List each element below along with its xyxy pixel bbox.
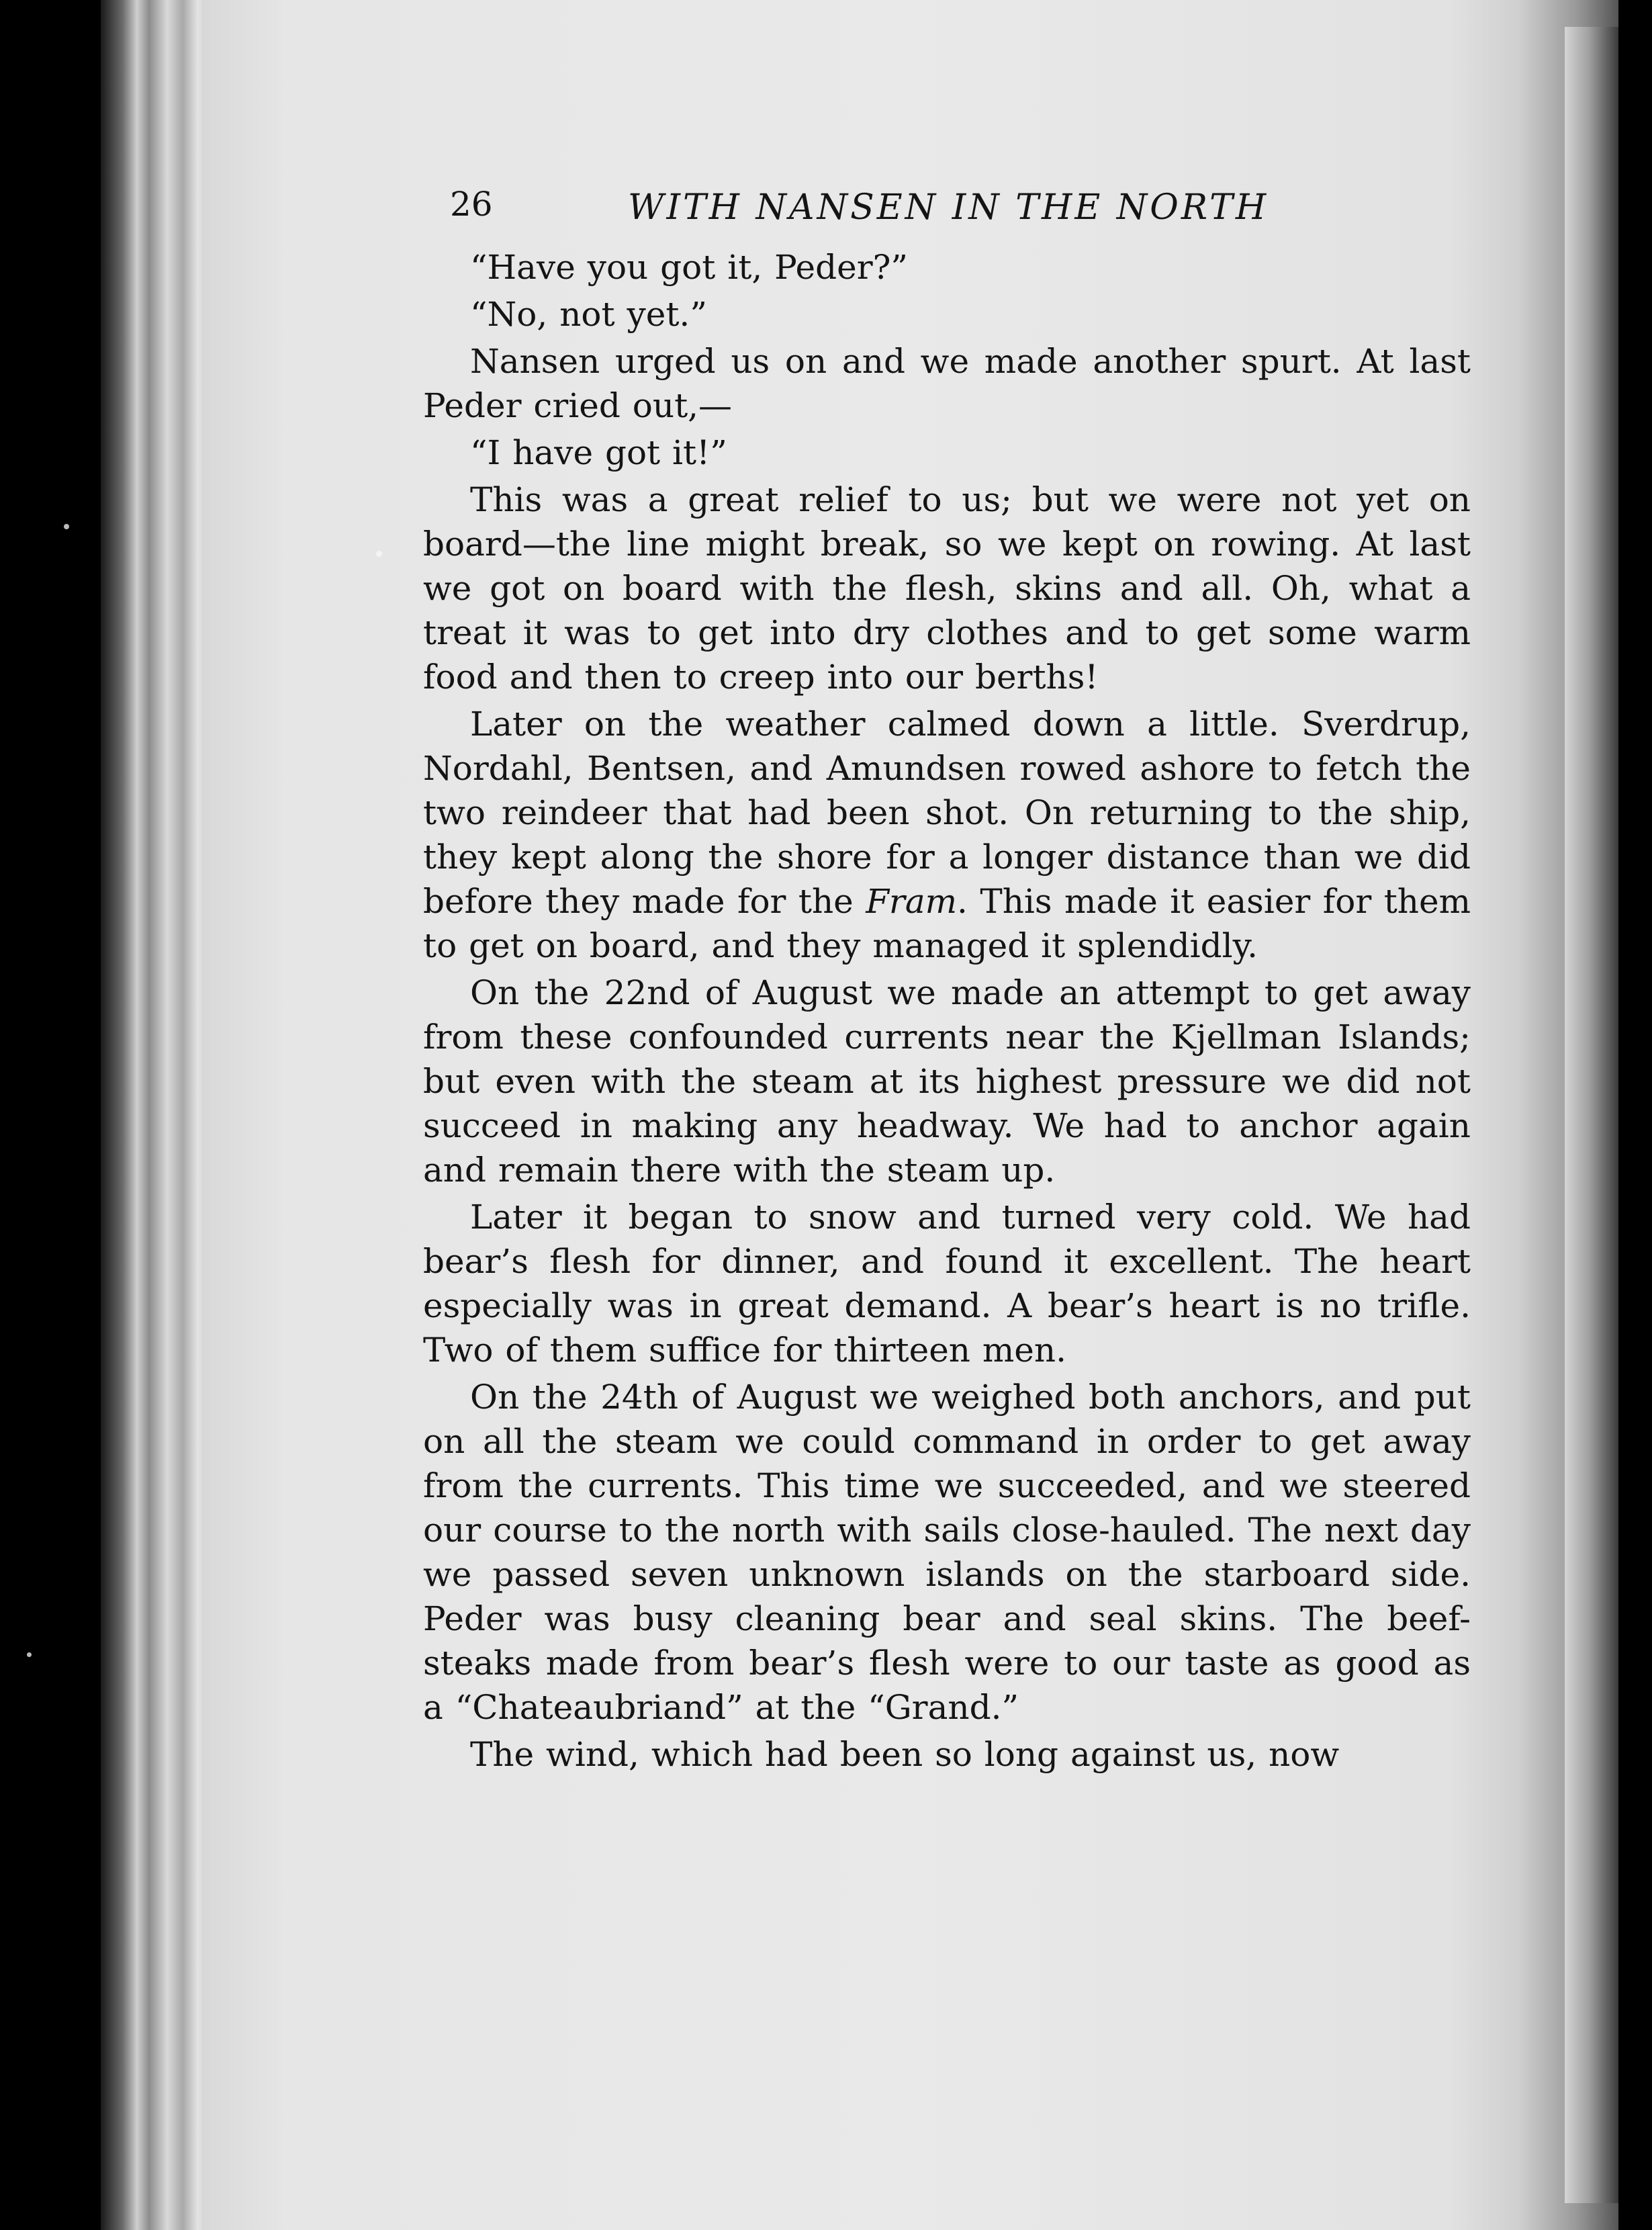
page-content xyxy=(423,171,1471,1779)
page-right-edge-shadow xyxy=(1565,27,1618,2203)
paragraph: “No, not yet.” xyxy=(470,295,707,334)
ship-name: Fram xyxy=(866,882,958,921)
dust-speck xyxy=(27,1652,32,1657)
paragraph: This was a great relief to us; but we were not yet on board—the line might break, so we kept on rowing. At last we got on board with the flesh, skins and all. Oh, what a treat it was to get into dry clothes and to get some warm food and then to creep into our berths! xyxy=(423,480,1471,697)
paragraph: Later it began to snow and turned very cold. We had bear’s flesh for dinner, and found it excellent. The heart especially was in great demand. A bear’s heart is no trifle. Two of them suffice for thirteen men. xyxy=(423,1198,1471,1370)
paragraph: On the 22nd of August we made an attempt to get away from these confounded currents near the Kjellman Islands; but even with the steam at its highest pressure we did not succeed in making any headway. We had to anchor again and remain there with the steam up. xyxy=(423,973,1471,1190)
dust-speck xyxy=(376,551,382,557)
page-number: 26 xyxy=(450,185,493,224)
page-header xyxy=(423,171,1504,245)
running-title: WITH NANSEN IN THE NORTH xyxy=(628,187,1269,228)
paragraph: On the 24th of August we weighed both anchors, and put on all the steam we could command in order to get away from the currents. This time we succeeded, and we steered our course to the north with sails close-hauled. The next day we passed seven unknown islands on the starboard side. Peder was busy cleaning bear and seal skins. The beef-steaks made from bear’s flesh were to our taste as good as a “Chateaubriand” at the “Grand.” xyxy=(423,1378,1471,1727)
paragraph: The wind, which had been so long against us, now xyxy=(470,1735,1340,1774)
body-text xyxy=(423,245,1471,1777)
dust-speck xyxy=(64,524,69,529)
paragraph: “Have you got it, Peder?” xyxy=(470,248,908,287)
paragraph: Later on the weather calmed down a little. Sverdrup, Nordahl, Bentsen, and Amundsen rowed ashore to fetch the two reindeer that had been shot. On returning to the ship, they kept along the shore for a longer distance than we did before they made for the Fram. This made it easier for them to get on board, and they managed it splendidly. xyxy=(423,705,1471,965)
paragraph: “I have got it!” xyxy=(470,433,727,472)
paragraph: Nansen urged us on and we made another spurt. At last Peder cried out,— xyxy=(423,342,1471,425)
